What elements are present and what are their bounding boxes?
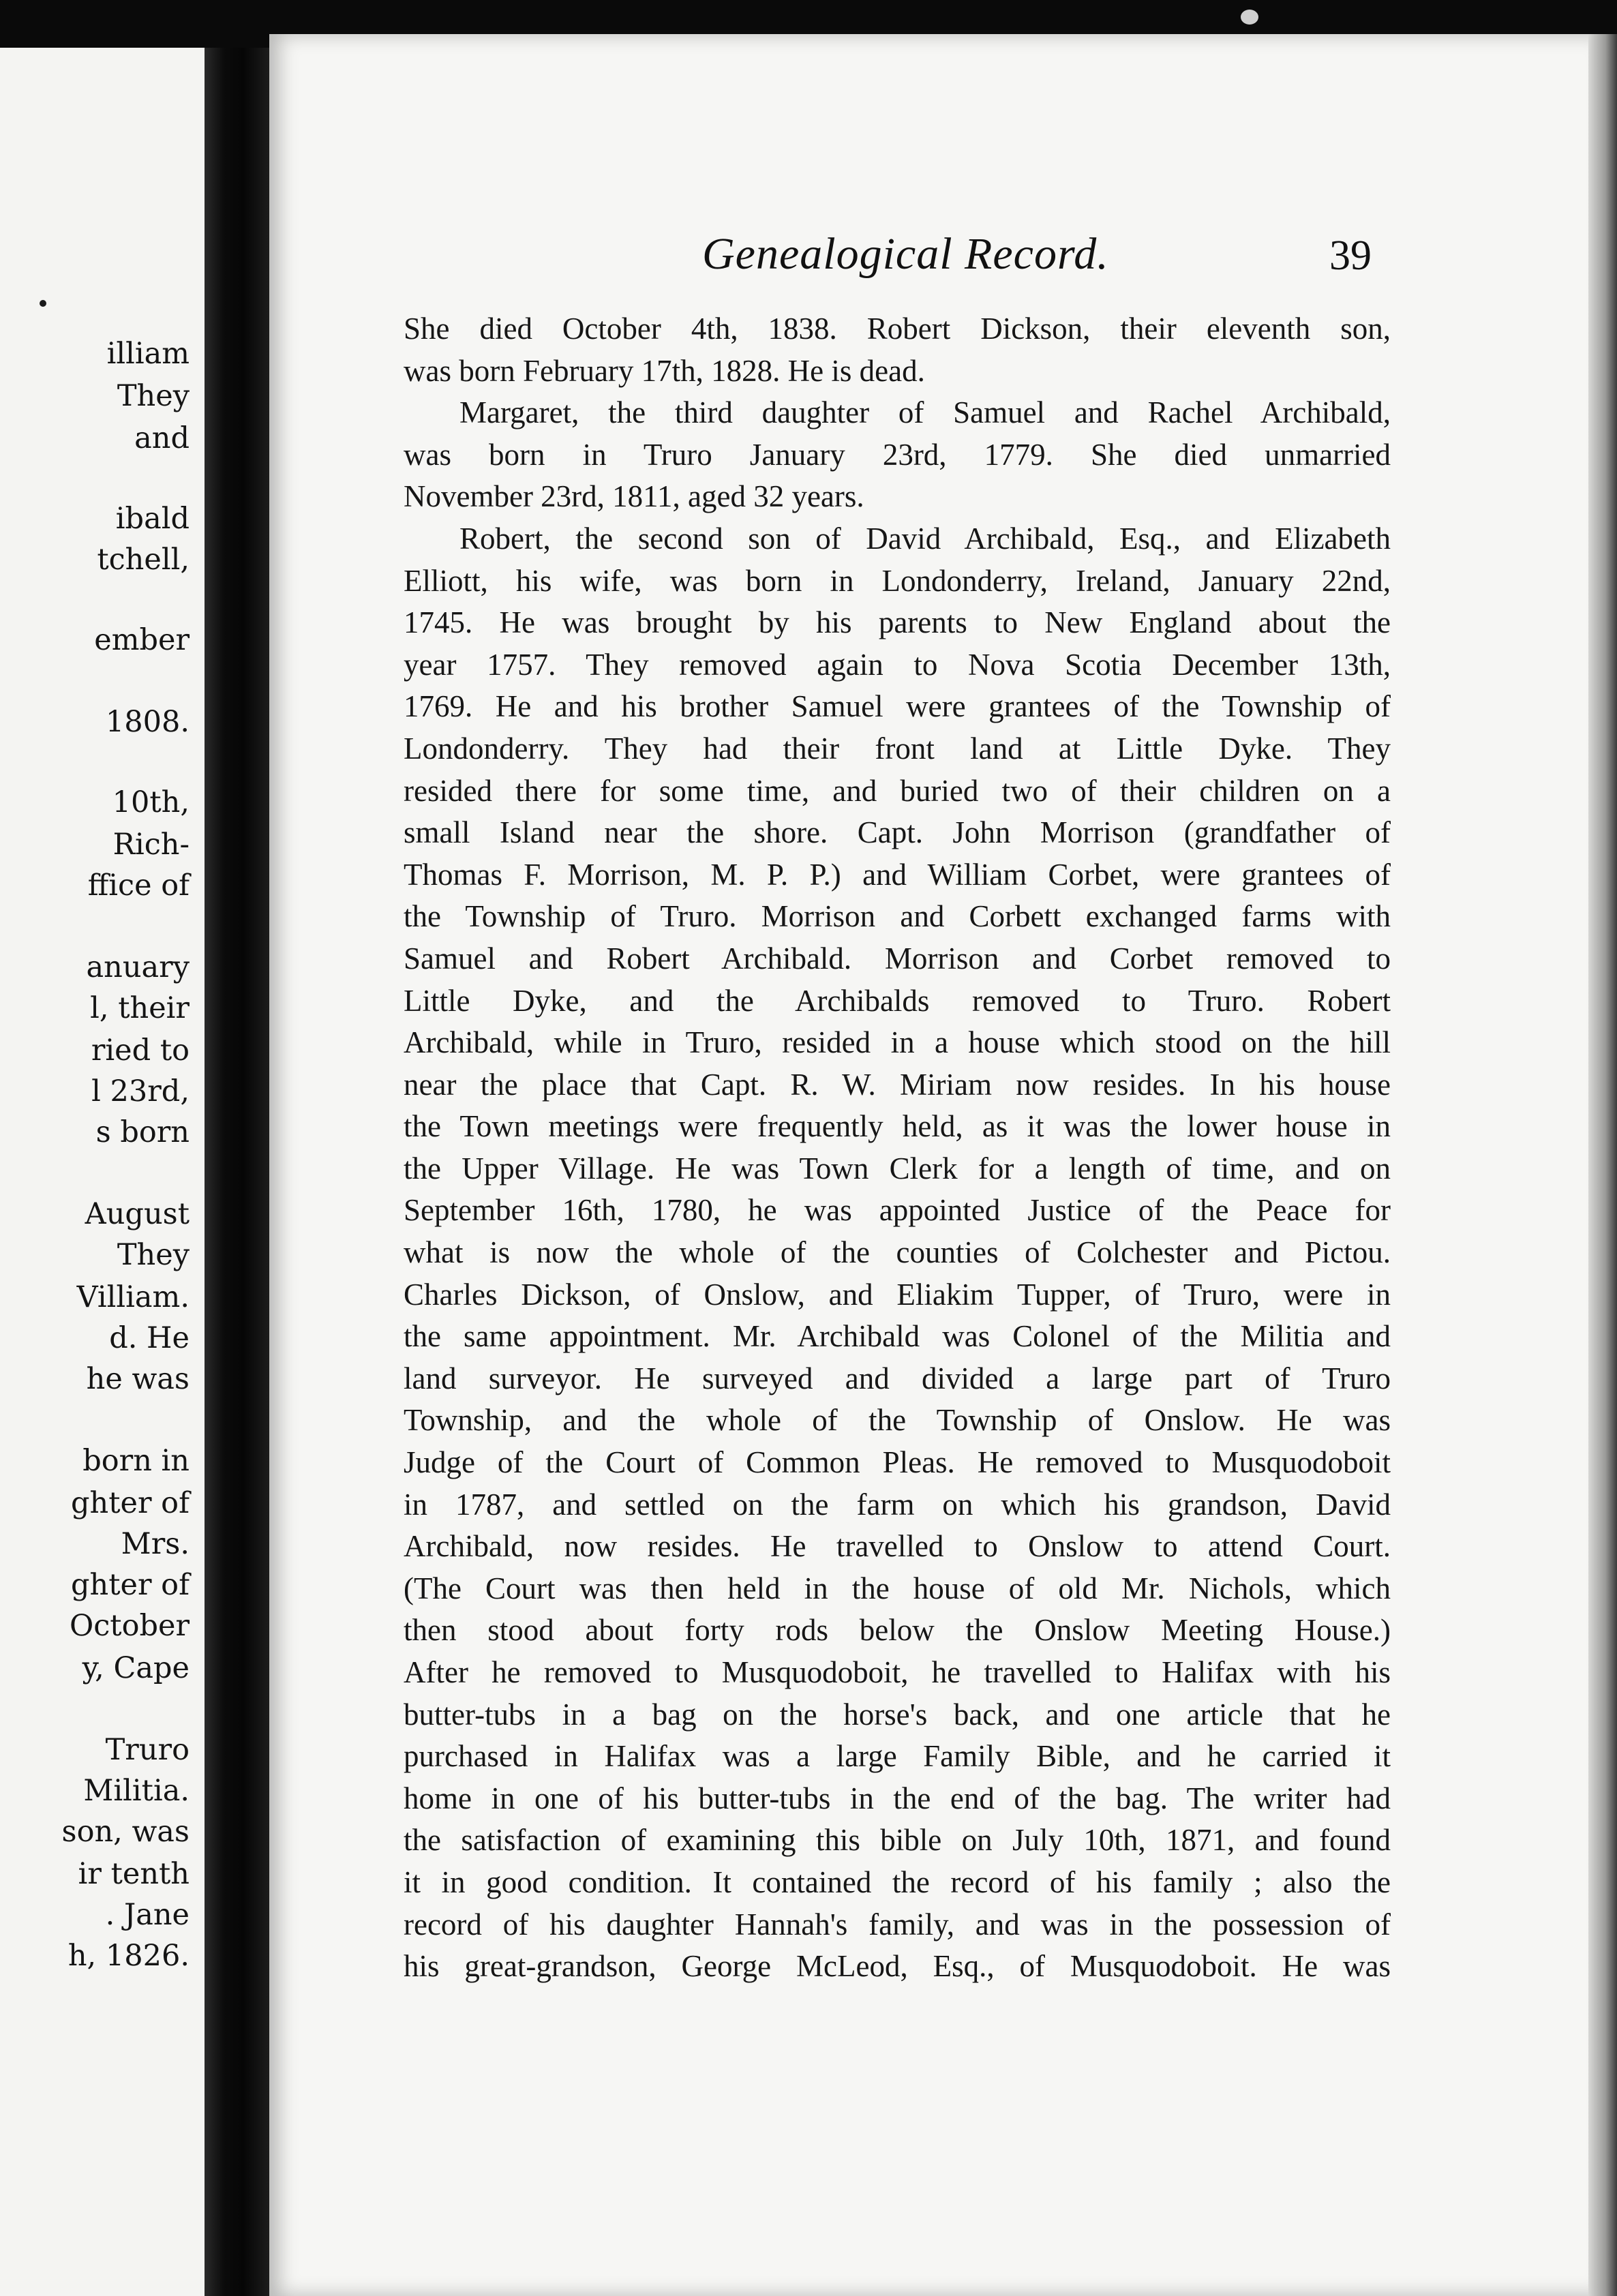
left-fragment: ember — [94, 623, 190, 657]
left-fragment: Villiam. — [76, 1280, 190, 1314]
left-fragment: Truro — [105, 1733, 190, 1767]
text-line: butter-tubs in a bag on the horse's back, and one article that he — [404, 1697, 1391, 1732]
left-fragment: ghter of — [71, 1568, 190, 1602]
text-line: it in good condition. It contained the record of his family ; also the — [404, 1864, 1391, 1899]
left-fragment: Militia. — [83, 1774, 190, 1808]
left-fragment: Mrs. — [121, 1527, 190, 1561]
left-fragment: d. He — [109, 1321, 190, 1355]
left-fragment: . Jane — [105, 1898, 190, 1932]
text-line: Elliott, his wife, was born in Londonderry, Ireland, January 22nd, — [404, 563, 1391, 598]
page-number: 39 — [1329, 232, 1372, 279]
left-fragment: l 23rd, — [91, 1074, 190, 1108]
text-line: November 23rd, 1811, aged 32 years. — [404, 479, 864, 514]
text-line: After he removed to Musquodoboit, he travelled to Halifax with his — [404, 1655, 1391, 1689]
text-line: Margaret, the third daughter of Samuel and Rachel Archibald, — [459, 395, 1391, 430]
text-line: what is now the whole of the counties of Colchester and Pictou. — [404, 1235, 1391, 1270]
text-line: in 1787, and settled on the farm on which his grandson, David — [404, 1487, 1391, 1522]
left-fragment: Rich- — [112, 828, 190, 862]
text-line: land surveyor. He surveyed and divided a large part of Truro — [404, 1361, 1391, 1395]
text-line: resided there for some time, and buried two of their children on a — [404, 773, 1391, 808]
left-fragment: he was — [86, 1362, 190, 1396]
text-line: (The Court was then held in the house of old Mr. Nichols, which — [404, 1571, 1391, 1605]
scan-artifact — [1241, 10, 1258, 25]
text-line: Robert, the second son of David Archibald, Esq., and Elizabeth — [459, 521, 1391, 556]
text-line: 1745. He was brought by his parents to New England about the — [404, 605, 1391, 640]
left-fragment: son, was — [61, 1815, 190, 1849]
text-line: Samuel and Robert Archibald. Morrison and Corbet removed to — [404, 941, 1391, 976]
running-head: Genealogical Record. — [702, 229, 1109, 279]
text-line: home in one of his butter-tubs in the end of the bag. The writer had — [404, 1781, 1391, 1815]
text-line: year 1757. They removed again to Nova Scotia December 13th, — [404, 647, 1391, 682]
text-line: Archibald, while in Truro, resided in a house which stood on the hill — [404, 1025, 1391, 1060]
left-fragment: August — [85, 1197, 190, 1231]
left-fragment: They — [117, 379, 190, 413]
text-line: Charles Dickson, of Onslow, and Eliakim Tupper, of Truro, were in — [404, 1277, 1391, 1312]
left-fragment: l, their — [90, 991, 190, 1025]
left-fragment: y, Cape — [82, 1651, 190, 1685]
book-gutter — [205, 48, 269, 2296]
text-line: record of his daughter Hannah's family, and was in the possession of — [404, 1907, 1391, 1942]
left-fragment: They — [117, 1238, 190, 1272]
left-fragment: born in — [82, 1444, 190, 1478]
text-line: Archibald, now resides. He travelled to Onslow to attend Court. — [404, 1529, 1391, 1564]
text-line: September 16th, 1780, he was appointed Justice of the Peace for — [404, 1193, 1391, 1228]
left-fragment: h, 1826. — [67, 1939, 190, 1973]
page-edge-shadow — [1588, 34, 1617, 2296]
text-line: the Upper Village. He was Town Clerk for a length of time, and on — [404, 1151, 1391, 1185]
left-fragment: 1808. — [105, 705, 190, 739]
left-fragment: ffice of — [87, 868, 190, 903]
body-text — [404, 308, 1391, 1988]
text-line: the Township of Truro. Morrison and Corbett exchanged farms with — [404, 899, 1391, 934]
text-line: was born February 17th, 1828. He is dead. — [404, 353, 925, 388]
text-line: Thomas F. Morrison, M. P. P.) and William Corbet, were grantees of — [404, 857, 1391, 892]
ink-speck — [40, 300, 46, 307]
text-line: near the place that Capt. R. W. Miriam now resides. In his house — [404, 1067, 1391, 1102]
text-line: his great-grandson, George McLeod, Esq., of Musquodoboit. He was — [404, 1949, 1391, 1984]
text-line: the satisfaction of examining this bible on July 10th, 1871, and found — [404, 1823, 1391, 1858]
text-line: the same appointment. Mr. Archibald was Colonel of the Militia and — [404, 1319, 1391, 1354]
left-fragment: 10th, — [112, 785, 190, 819]
text-line: small Island near the shore. Capt. John Morrison (grandfather of — [404, 815, 1391, 850]
left-facing-page — [0, 48, 205, 2296]
left-fragment: ghter of — [71, 1486, 190, 1520]
left-fragment: illiam — [106, 337, 190, 371]
left-fragment: and — [134, 421, 190, 455]
left-fragment: ried to — [91, 1033, 190, 1068]
text-line: then stood about forty rods below the Onslow Meeting House.) — [404, 1613, 1391, 1648]
left-fragment: s born — [95, 1115, 190, 1149]
left-fragment: tchell, — [97, 543, 190, 577]
text-line: the Town meetings were frequently held, as it was the lower house in — [404, 1109, 1391, 1144]
text-line: purchased in Halifax was a large Family Bible, and he carried it — [404, 1739, 1391, 1774]
left-fragment: ibald — [115, 502, 190, 536]
text-line: Little Dyke, and the Archibalds removed to Truro. Robert — [404, 983, 1391, 1018]
left-fragment: October — [69, 1609, 190, 1643]
text-line: was born in Truro January 23rd, 1779. She died unmarried — [404, 437, 1391, 472]
text-line: She died October 4th, 1838. Robert Dickson, their eleventh son, — [404, 312, 1391, 346]
text-line: Judge of the Court of Common Pleas. He removed to Musquodoboit — [404, 1445, 1391, 1480]
left-fragment: anuary — [86, 950, 190, 984]
left-fragment: ir tenth — [78, 1857, 190, 1891]
text-line: Township, and the whole of the Township of Onslow. He was — [404, 1403, 1391, 1438]
text-line: 1769. He and his brother Samuel were grantees of the Township of — [404, 689, 1391, 724]
text-line: Londonderry. They had their front land at Little Dyke. They — [404, 731, 1391, 766]
